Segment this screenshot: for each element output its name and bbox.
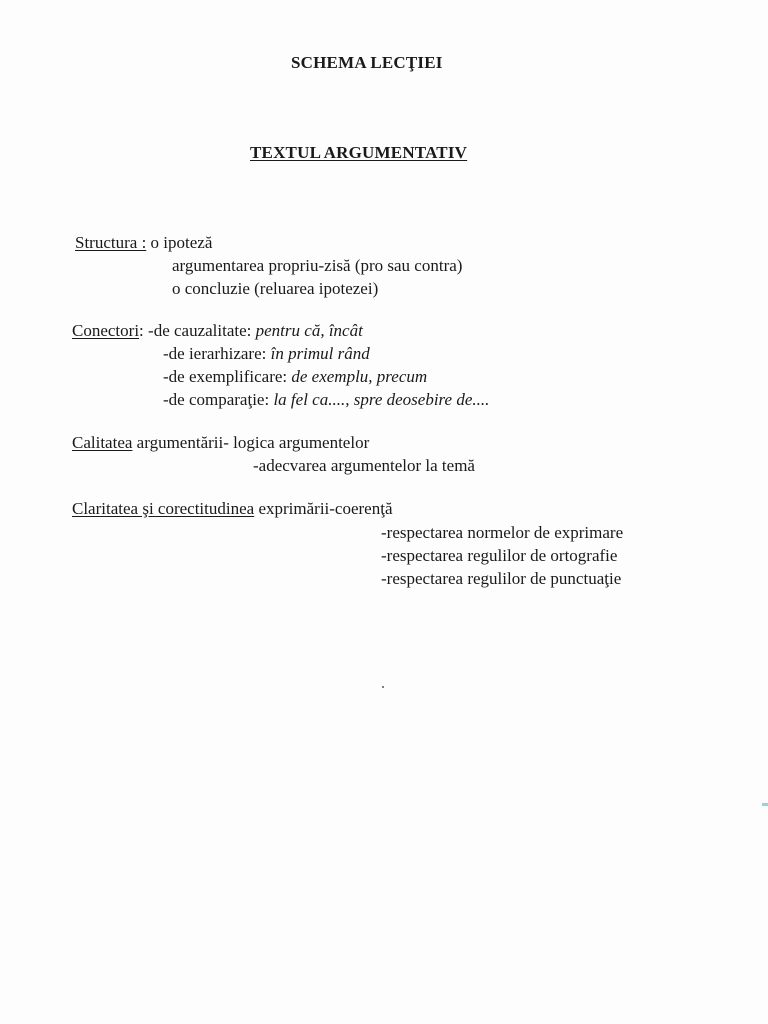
conectori-label: Conectori bbox=[72, 321, 140, 340]
claritatea-line-1 bbox=[72, 500, 393, 517]
document-subtitle: TEXTUL ARGUMENTATIV bbox=[250, 143, 468, 162]
structura-item: argumentarea propriu-zisă (pro sau contra) bbox=[172, 256, 463, 275]
scan-speck bbox=[382, 686, 384, 688]
calitatea-label: Calitatea bbox=[72, 433, 133, 452]
conectori-line-2 bbox=[163, 345, 370, 362]
calitatea-line-1 bbox=[72, 434, 369, 451]
calitatea-item: -adecvarea argumentelor la temă bbox=[253, 456, 475, 475]
structura-line-1 bbox=[75, 234, 212, 251]
conector-example: pentru că, încât bbox=[255, 321, 363, 340]
document-title: SCHEMA LECŢIEI bbox=[291, 53, 443, 72]
conectori-line-4 bbox=[163, 391, 489, 408]
conector-example: de exemplu, precum bbox=[291, 367, 428, 386]
scan-edge-mark bbox=[762, 803, 768, 806]
claritatea-label: Claritatea şi corectitudinea bbox=[72, 499, 255, 518]
conector-type: -de exemplificare: bbox=[163, 367, 292, 386]
structura-label: Structura : bbox=[75, 233, 147, 252]
structura-item: o ipoteză bbox=[150, 233, 213, 252]
structura-item: o concluzie (reluarea ipotezei) bbox=[172, 279, 379, 298]
claritatea-item: -respectarea normelor de exprimare bbox=[381, 523, 624, 542]
conectori-line-1 bbox=[72, 322, 363, 339]
conector-example: în primul rând bbox=[270, 344, 370, 363]
conector-type: -de comparaţie: bbox=[163, 390, 274, 409]
conector-example: la fel ca...., spre deosebire de.... bbox=[273, 390, 490, 409]
claritatea-item: -respectarea regulilor de ortografie bbox=[381, 546, 618, 565]
claritatea-rest: exprimării-coerenţă bbox=[254, 499, 393, 518]
calitatea-rest: argumentării- logica argumentelor bbox=[132, 433, 370, 452]
conector-type: -de ierarhizare: bbox=[163, 344, 271, 363]
conector-type: -de cauzalitate: bbox=[148, 321, 256, 340]
conectori-line-3 bbox=[163, 368, 427, 385]
claritatea-item: -respectarea regulilor de punctuaţie bbox=[381, 569, 622, 588]
conectori-colon: : bbox=[139, 321, 149, 340]
